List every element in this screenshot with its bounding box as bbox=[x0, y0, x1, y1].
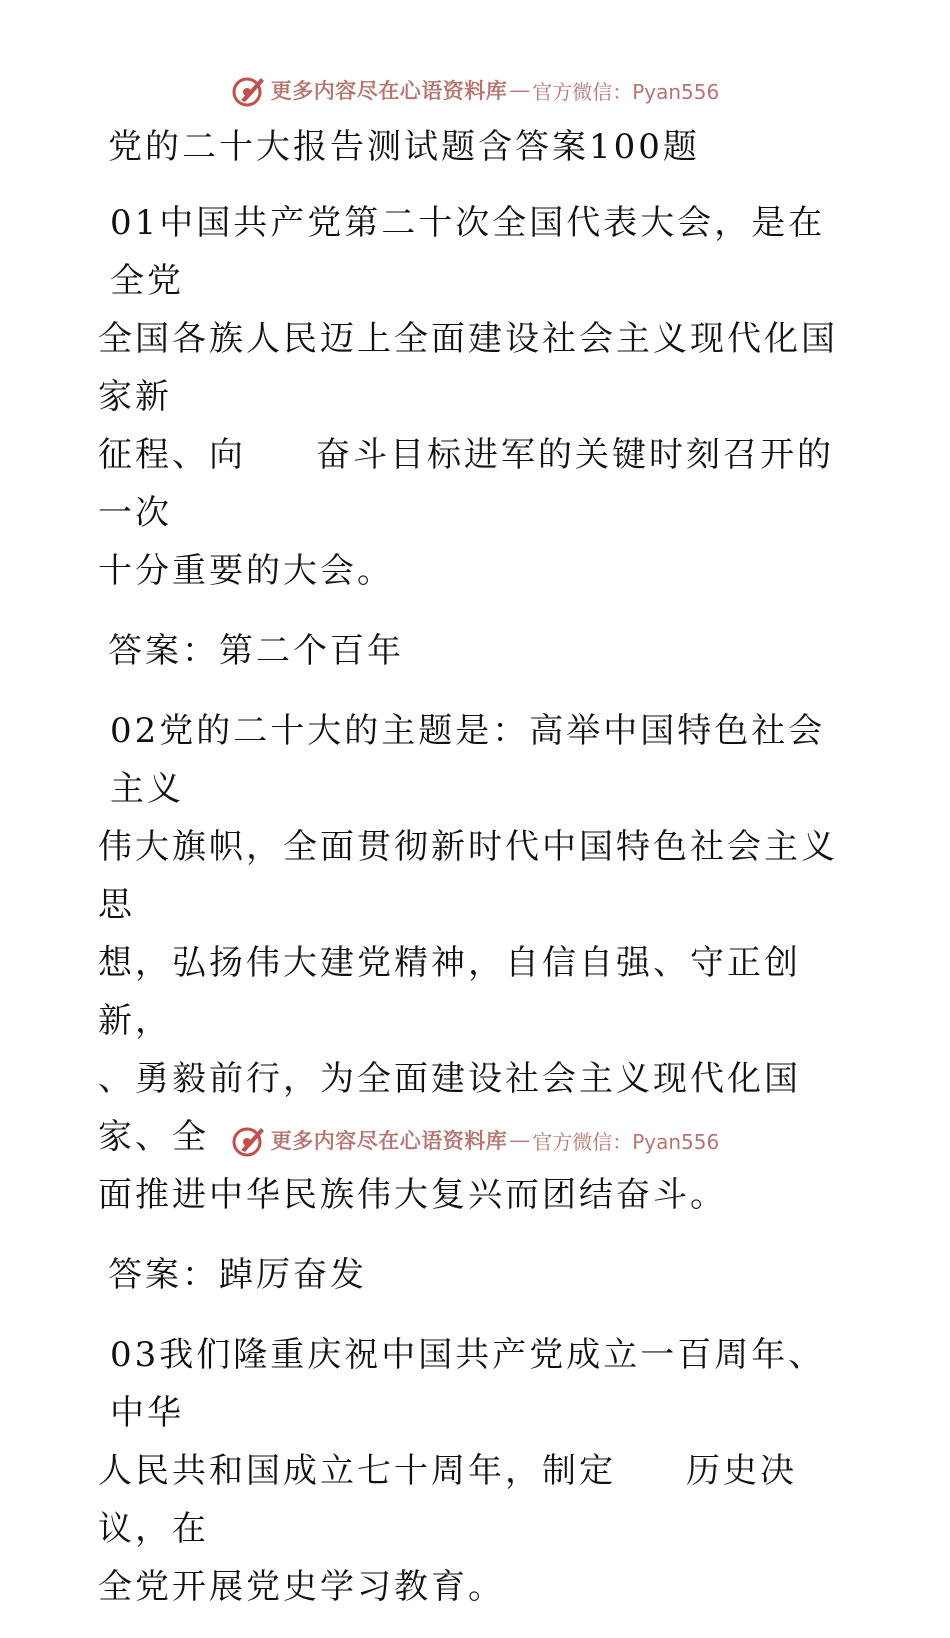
question-2-line-3: 想，弘扬伟大建党精神，自信自强、守正创新， bbox=[98, 943, 801, 1041]
document-title: 党的二十大报告测试题含答案100题 bbox=[108, 127, 700, 167]
question-1-line-1: 01中国共产党第二十次全国代表大会，是在全党 bbox=[110, 203, 826, 301]
quill-pen-logo-icon bbox=[231, 1122, 267, 1158]
question-2-line-4: 、勇毅前行，为全面建设社会主义现代化国家、全 bbox=[98, 1059, 801, 1157]
banner-right-text: 官方微信：Pyan556 bbox=[532, 1129, 720, 1154]
banner-dash: — bbox=[509, 78, 531, 102]
question-1-line-2: 全国各族人民迈上全面建设社会主义现代化国家新 bbox=[98, 319, 838, 417]
banner-dash: — bbox=[509, 1128, 531, 1152]
banner-left-text: 更多内容尽在心语资料库 bbox=[270, 79, 508, 103]
question-2-line-5: 面推进中华民族伟大复兴而团结奋斗。 bbox=[98, 1175, 727, 1215]
question-1-line-3: 征程、向 奋斗目标进军的关键时刻召开的一次 bbox=[98, 435, 834, 533]
banner-right-text: 官方微信：Pyan556 bbox=[532, 79, 720, 104]
question-1 bbox=[98, 194, 858, 600]
question-3 bbox=[98, 1326, 858, 1616]
question-2-line-2: 伟大旗帜，全面贯彻新时代中国特色社会主义思 bbox=[98, 827, 838, 925]
document-body bbox=[98, 122, 858, 1638]
question-3-line-3: 全党开展党史学习教育。 bbox=[98, 1567, 505, 1607]
answer-2: 答案：踔厉奋发 bbox=[108, 1255, 367, 1295]
question-2-line-1: 02党的二十大的主题是：高举中国特色社会主义 bbox=[110, 711, 826, 809]
question-3-line-2: 人民共和国成立七十周年，制定 历史决议，在 bbox=[98, 1451, 797, 1549]
quill-pen-logo-icon bbox=[231, 72, 267, 108]
header-banner bbox=[0, 70, 950, 110]
question-3-line-1: 03我们隆重庆祝中国共产党成立一百周年、中华 bbox=[110, 1335, 826, 1433]
footer-banner bbox=[0, 1120, 950, 1160]
answer-1: 答案：第二个百年 bbox=[108, 631, 404, 671]
banner-left-text: 更多内容尽在心语资料库 bbox=[270, 1129, 508, 1153]
question-1-line-4: 十分重要的大会。 bbox=[98, 551, 394, 591]
